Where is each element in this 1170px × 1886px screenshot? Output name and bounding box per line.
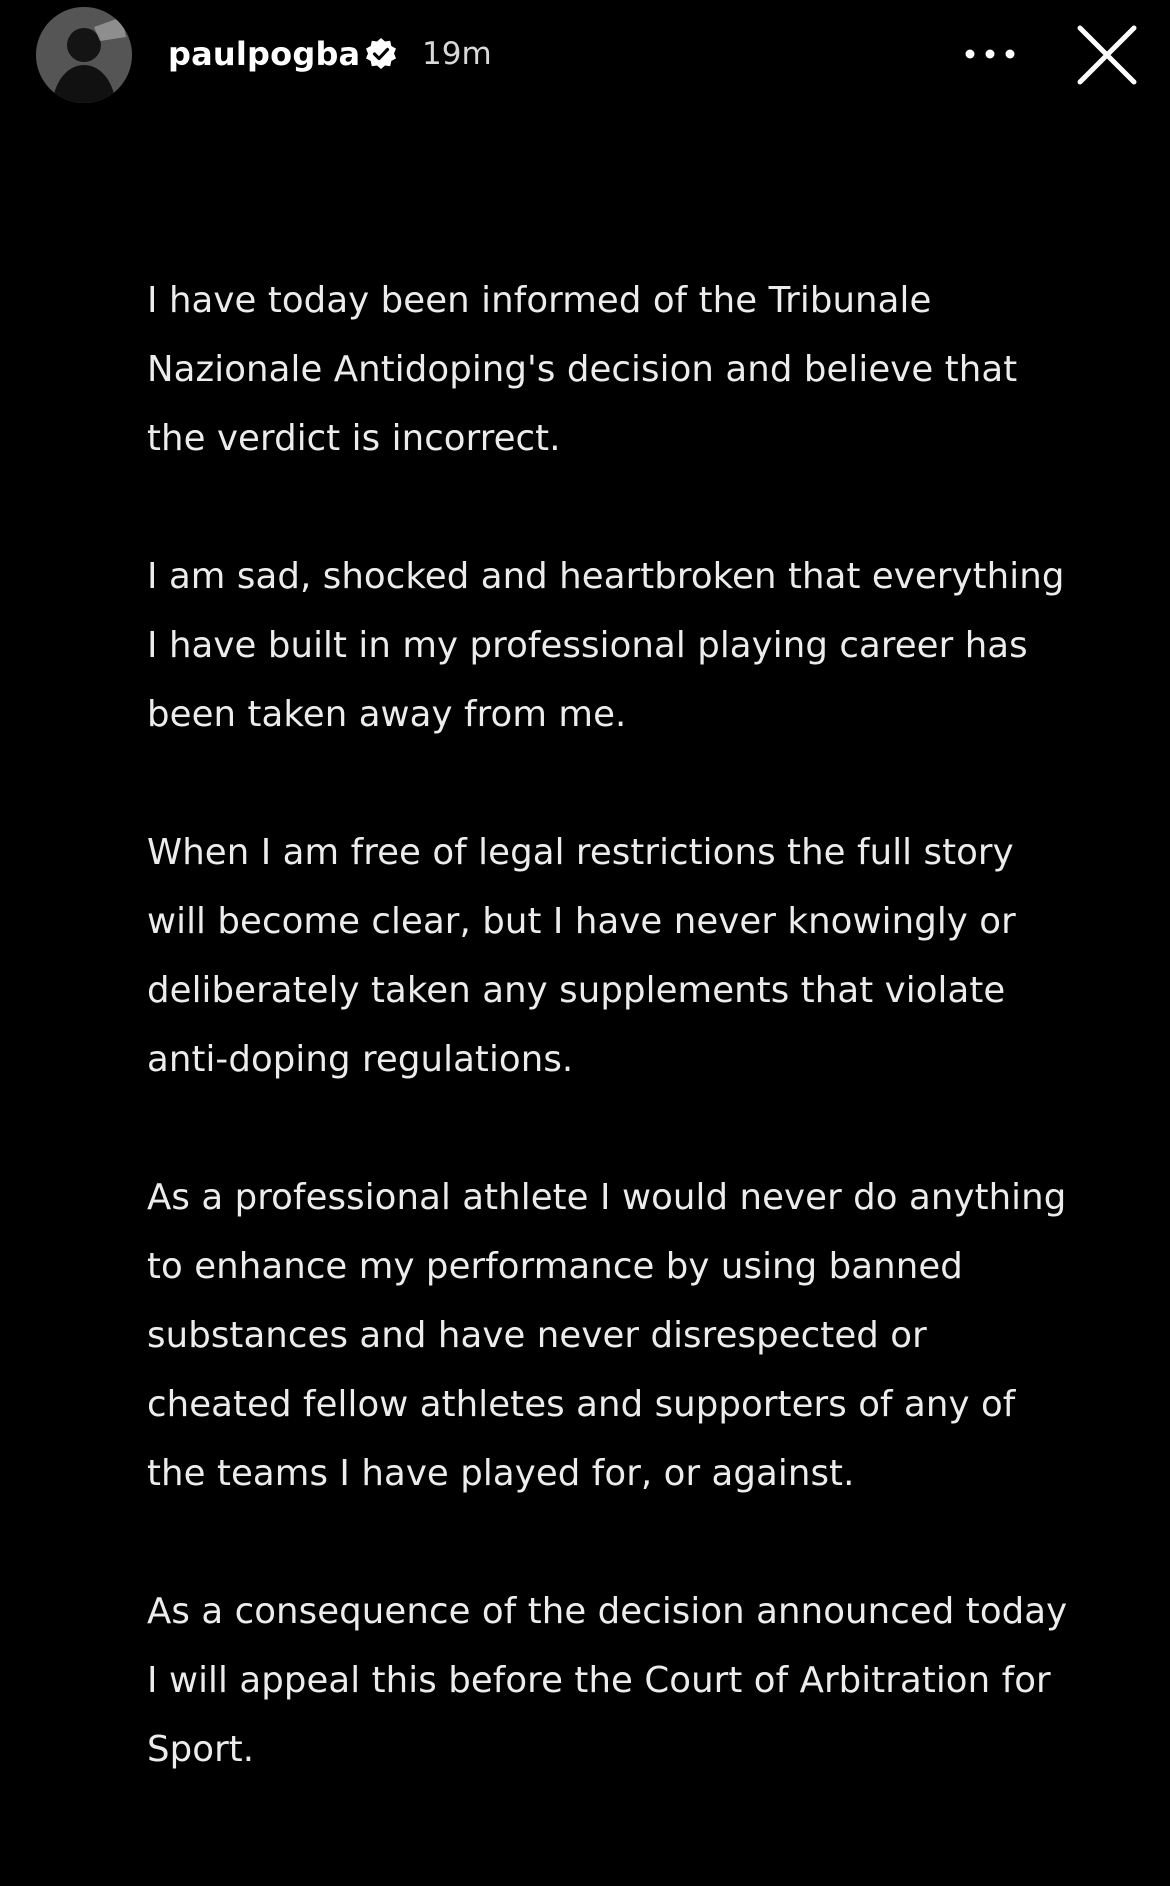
username[interactable]: paulpogba: [168, 35, 361, 73]
verified-badge-icon: [364, 37, 398, 71]
statement-paragraph: I have today been informed of the Tribunale Nazionale Antidoping's decision and believe that the verdict is incorrect.: [147, 280, 1018, 459]
profile-avatar[interactable]: [36, 7, 132, 103]
statement-paragraph: As a professional athlete I would never do anything to enhance my performance by using banned substances and have never disrespected or cheated fellow athletes and supporters of any of the teams I have played for, or against.: [147, 1177, 1067, 1494]
statement-paragraph: I am sad, shocked and heartbroken that everything I have built in my professional playing career has been taken away from me.: [147, 556, 1065, 735]
story-header: [0, 0, 1170, 110]
close-icon[interactable]: [1074, 22, 1140, 88]
statement-paragraph: As a consequence of the decision announced today I will appeal this before the Court of Arbitration for Sport.: [147, 1591, 1068, 1770]
more-dots-icon[interactable]: [958, 34, 1022, 74]
statement-text: [147, 266, 1077, 1853]
avatar-image-icon: [36, 7, 132, 103]
story-timestamp: 19m: [422, 36, 492, 72]
statement-paragraph: When I am free of legal restrictions the full story will become clear, but I have never knowingly or deliberately taken any supplements that violate anti-doping regulations.: [147, 832, 1016, 1080]
